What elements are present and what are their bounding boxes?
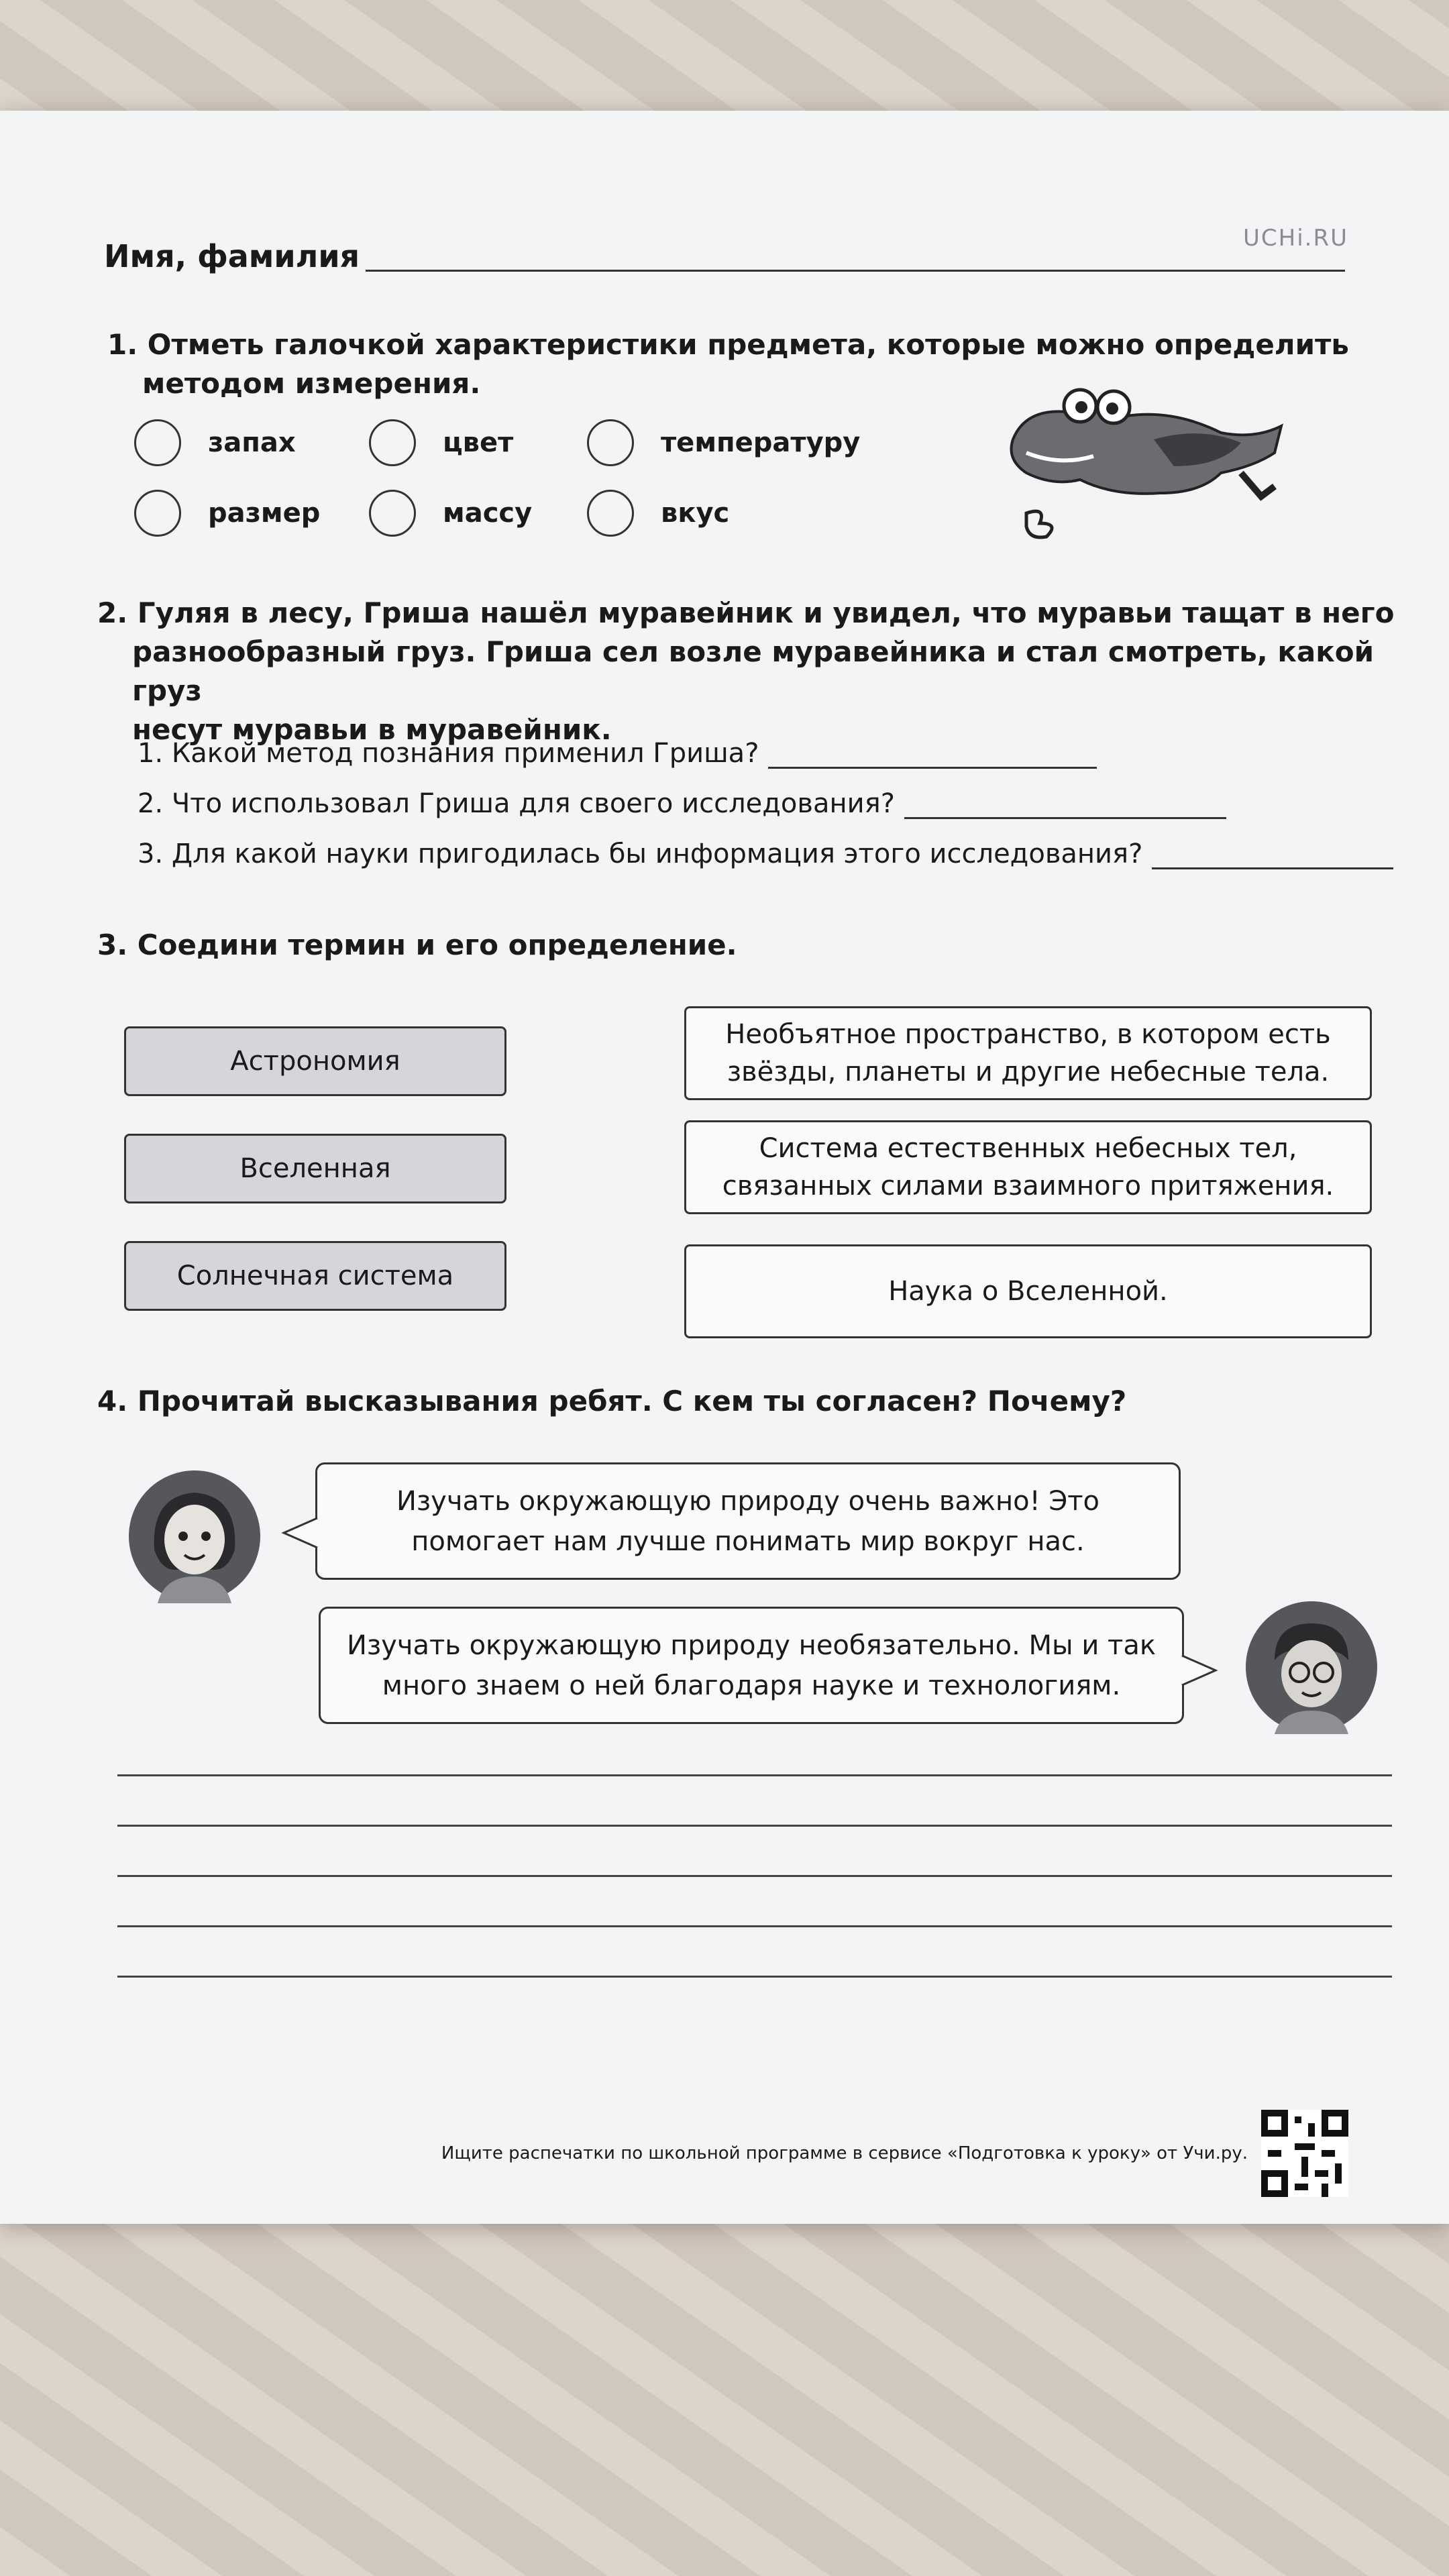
answer-line-2[interactable] xyxy=(117,1825,1392,1827)
boy-statement-line2: много знаем о ней благодаря науке и технологиям. xyxy=(382,1670,1121,1701)
worksheet xyxy=(0,111,1449,2224)
q1-option-taste[interactable] xyxy=(587,490,729,537)
boy-speech-bubble xyxy=(319,1607,1184,1724)
checkbox-circle[interactable] xyxy=(587,490,634,537)
definition-line: связанных силами взаимного притяжения. xyxy=(722,1171,1334,1201)
q1-option-mass[interactable] xyxy=(369,490,532,537)
name-label: Имя, фамилия xyxy=(104,238,360,274)
option-label: размер xyxy=(208,498,321,529)
answer-line-5[interactable] xyxy=(117,1976,1392,1978)
checkbox-circle[interactable] xyxy=(369,419,416,466)
q2-answer-blank[interactable] xyxy=(768,742,1097,769)
q2-item-text: 1. Какой метод познания применил Гриша? xyxy=(138,738,759,769)
term-solar-system[interactable]: Солнечная система xyxy=(124,1241,506,1311)
answer-line-3[interactable] xyxy=(117,1875,1392,1877)
crocodile-mascot-icon xyxy=(1000,379,1295,553)
q1-title-line2: методом измерения. xyxy=(142,367,481,400)
q3-title: 3. Соедини термин и его определение. xyxy=(97,928,737,961)
q2-title-line3: несут муравьи в муравейник. xyxy=(132,713,612,746)
q1-option-size[interactable] xyxy=(134,490,320,537)
brand-logo: UCHi.RU xyxy=(1243,225,1348,252)
definition-line: Система естественных небесных тел, xyxy=(759,1133,1297,1164)
q2-item-2 xyxy=(138,788,1226,819)
definition-universe[interactable] xyxy=(684,1006,1372,1100)
q1-title-line1: 1. Отметь галочкой характеристики предмета, которые можно определить xyxy=(107,328,1349,361)
girl-avatar-icon xyxy=(127,1469,262,1603)
q4-title: 4. Прочитай высказывания ребят. С кем ты согласен? Почему? xyxy=(97,1385,1127,1417)
checkbox-circle[interactable] xyxy=(134,419,181,466)
option-label: массу xyxy=(443,498,533,529)
q1-option-temperature[interactable] xyxy=(587,419,860,466)
bubble-tail-icon xyxy=(1179,1650,1219,1690)
bubble-tail-icon xyxy=(280,1513,321,1553)
definition-solar-system[interactable] xyxy=(684,1120,1372,1214)
answer-line-4[interactable] xyxy=(117,1925,1392,1927)
term-universe[interactable]: Вселенная xyxy=(124,1134,506,1203)
boy-avatar-icon xyxy=(1244,1600,1379,1734)
option-label: цвет xyxy=(443,427,514,458)
boy-statement-line1: Изучать окружающую природу необязательно. Мы и так xyxy=(346,1629,1157,1661)
girl-statement-line2: помогает нам лучше понимать мир вокруг нас. xyxy=(411,1525,1085,1557)
definition-line: Необъятное пространство, в котором есть xyxy=(725,1019,1331,1050)
q2-answer-blank[interactable] xyxy=(904,792,1226,819)
checkbox-circle[interactable] xyxy=(587,419,634,466)
q2-item-1 xyxy=(138,738,1097,769)
girl-speech-bubble xyxy=(315,1462,1181,1580)
q2-answer-blank[interactable] xyxy=(1152,843,1393,869)
checkbox-circle[interactable] xyxy=(134,490,181,537)
definition-line: звёзды, планеты и другие небесные тела. xyxy=(727,1057,1330,1087)
option-label: вкус xyxy=(661,498,730,529)
qr-code-icon xyxy=(1261,2110,1348,2197)
definition-astronomy[interactable] xyxy=(684,1244,1372,1338)
term-astronomy[interactable]: Астрономия xyxy=(124,1026,506,1096)
footer xyxy=(441,2110,1348,2197)
q1-option-smell[interactable] xyxy=(134,419,296,466)
girl-statement-line1: Изучать окружающую природу очень важно! Это xyxy=(396,1485,1100,1517)
option-label: температуру xyxy=(661,427,861,458)
definition-line: Наука о Вселенной. xyxy=(888,1276,1168,1307)
checkbox-circle[interactable] xyxy=(369,490,416,537)
q2-title-line2: разнообразный груз. Гриша сел возле муравейника и стал смотреть, какой груз xyxy=(132,635,1375,707)
footer-text: Ищите распечатки по школьной программе в сервисе «Подготовка к уроку» от Учи.ру. xyxy=(441,2143,1248,2163)
q2-title-line1: 2. Гуляя в лесу, Гриша нашёл муравейник и увидел, что муравьи тащат в него xyxy=(97,596,1395,629)
q2-title xyxy=(97,594,1449,749)
answer-line-1[interactable] xyxy=(117,1774,1392,1776)
name-answer-line[interactable] xyxy=(366,270,1345,272)
q2-item-text: 2. Что использовал Гриша для своего исследования? xyxy=(138,788,895,819)
option-label: запах xyxy=(208,427,296,458)
q2-item-text: 3. Для какой науки пригодилась бы информация этого исследования? xyxy=(138,839,1143,869)
q2-item-3 xyxy=(138,839,1393,869)
q1-option-color[interactable] xyxy=(369,419,513,466)
